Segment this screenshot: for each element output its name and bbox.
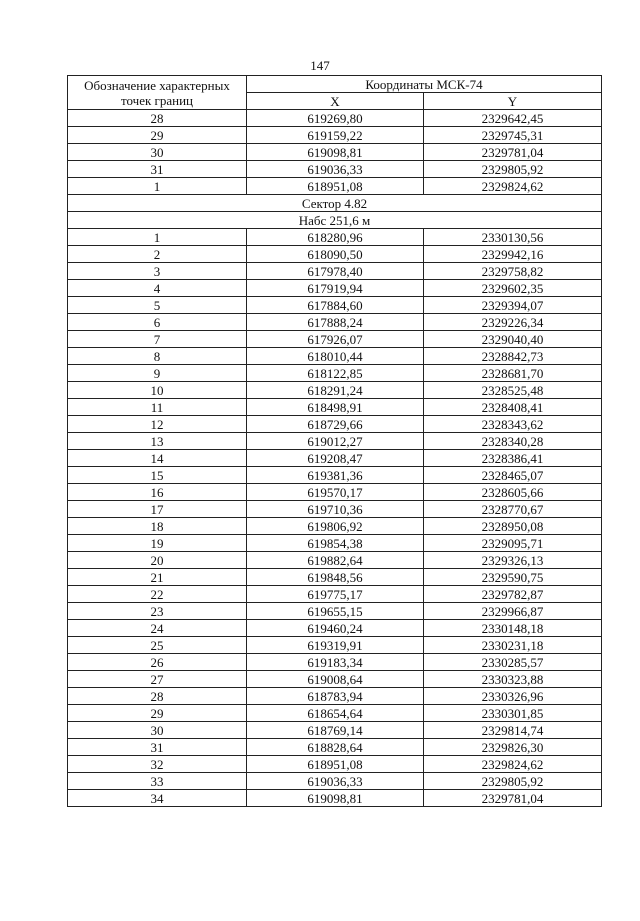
- table-row: [68, 671, 602, 688]
- point-number-cell: 9: [68, 365, 247, 382]
- point-number-cell: 7: [68, 331, 247, 348]
- y-coordinate-cell: 2328408,41: [424, 399, 602, 416]
- point-number-cell: 3: [68, 263, 247, 280]
- x-coordinate-cell: 618828,64: [247, 739, 424, 756]
- x-coordinate-cell: 619806,92: [247, 518, 424, 535]
- point-number-cell: 33: [68, 773, 247, 790]
- x-column-header: X: [247, 93, 424, 110]
- table-row: [68, 637, 602, 654]
- x-coordinate-cell: 619655,15: [247, 603, 424, 620]
- x-coordinate-cell: 619570,17: [247, 484, 424, 501]
- x-coordinate-cell: 618090,50: [247, 246, 424, 263]
- point-number-cell: 1: [68, 229, 247, 246]
- x-coordinate-cell: 619775,17: [247, 586, 424, 603]
- point-number-cell: 29: [68, 127, 247, 144]
- table-row: [68, 654, 602, 671]
- table-row: [68, 416, 602, 433]
- x-coordinate-cell: 619319,91: [247, 637, 424, 654]
- table-row: [68, 382, 602, 399]
- point-number-cell: 12: [68, 416, 247, 433]
- point-number-cell: 26: [68, 654, 247, 671]
- table-row: [68, 586, 602, 603]
- point-number-cell: 11: [68, 399, 247, 416]
- table-body: [68, 110, 602, 807]
- x-coordinate-cell: 618498,91: [247, 399, 424, 416]
- point-number-cell: 28: [68, 110, 247, 127]
- table-row: [68, 705, 602, 722]
- y-coordinate-cell: 2330130,56: [424, 229, 602, 246]
- table-row: [68, 620, 602, 637]
- y-coordinate-cell: 2330301,85: [424, 705, 602, 722]
- point-number-cell: 27: [68, 671, 247, 688]
- point-number-cell: 32: [68, 756, 247, 773]
- y-coordinate-cell: 2329642,45: [424, 110, 602, 127]
- point-number-cell: 30: [68, 722, 247, 739]
- y-coordinate-cell: 2329326,13: [424, 552, 602, 569]
- table-row: [68, 127, 602, 144]
- point-number-cell: 31: [68, 161, 247, 178]
- y-coordinate-cell: 2329782,87: [424, 586, 602, 603]
- page-number: 147: [310, 58, 330, 73]
- table-row: [68, 450, 602, 467]
- x-coordinate-cell: 619460,24: [247, 620, 424, 637]
- x-coordinate-cell: 619098,81: [247, 790, 424, 807]
- x-coordinate-cell: 619159,22: [247, 127, 424, 144]
- table-row: [68, 535, 602, 552]
- table-row: [68, 246, 602, 263]
- x-coordinate-cell: 617926,07: [247, 331, 424, 348]
- y-coordinate-cell: 2328340,28: [424, 433, 602, 450]
- x-coordinate-cell: 619012,27: [247, 433, 424, 450]
- coordinates-header: Координаты МСК-74: [247, 76, 602, 93]
- point-number-cell: 25: [68, 637, 247, 654]
- x-coordinate-cell: 617888,24: [247, 314, 424, 331]
- y-coordinate-cell: 2329966,87: [424, 603, 602, 620]
- section-row: [68, 212, 602, 229]
- point-number-cell: 5: [68, 297, 247, 314]
- point-number-cell: 23: [68, 603, 247, 620]
- point-number-cell: 22: [68, 586, 247, 603]
- table-row: [68, 144, 602, 161]
- table-row: [68, 552, 602, 569]
- table-row: [68, 569, 602, 586]
- point-number-cell: 6: [68, 314, 247, 331]
- table-row: [68, 773, 602, 790]
- point-number-cell: 10: [68, 382, 247, 399]
- y-coordinate-cell: 2329826,30: [424, 739, 602, 756]
- y-coordinate-cell: 2329805,92: [424, 161, 602, 178]
- x-coordinate-cell: 619208,47: [247, 450, 424, 467]
- y-coordinate-cell: 2329394,07: [424, 297, 602, 314]
- point-number-cell: 14: [68, 450, 247, 467]
- x-coordinate-cell: 619882,64: [247, 552, 424, 569]
- table-row: [68, 756, 602, 773]
- x-coordinate-cell: 619036,33: [247, 161, 424, 178]
- table-row: [68, 484, 602, 501]
- x-coordinate-cell: 618951,08: [247, 178, 424, 195]
- y-coordinate-cell: 2330231,18: [424, 637, 602, 654]
- section-row: [68, 195, 602, 212]
- point-number-cell: 2: [68, 246, 247, 263]
- x-coordinate-cell: 619269,80: [247, 110, 424, 127]
- table-row: [68, 518, 602, 535]
- table-row: [68, 467, 602, 484]
- point-number-cell: 8: [68, 348, 247, 365]
- y-coordinate-cell: 2329095,71: [424, 535, 602, 552]
- point-number-cell: 20: [68, 552, 247, 569]
- table-row: [68, 399, 602, 416]
- y-coordinate-cell: 2328770,67: [424, 501, 602, 518]
- x-coordinate-cell: 618951,08: [247, 756, 424, 773]
- table-row: [68, 331, 602, 348]
- table-row: [68, 603, 602, 620]
- x-coordinate-cell: 619848,56: [247, 569, 424, 586]
- point-number-cell: 29: [68, 705, 247, 722]
- table-row: [68, 688, 602, 705]
- y-coordinate-cell: 2328386,41: [424, 450, 602, 467]
- table-row: [68, 297, 602, 314]
- y-coordinate-cell: 2329805,92: [424, 773, 602, 790]
- y-coordinate-cell: 2329226,34: [424, 314, 602, 331]
- table-row: [68, 722, 602, 739]
- y-coordinate-cell: 2330326,96: [424, 688, 602, 705]
- x-coordinate-cell: 618654,64: [247, 705, 424, 722]
- table-row: [68, 263, 602, 280]
- y-coordinate-cell: 2328842,73: [424, 348, 602, 365]
- y-coordinate-cell: 2328465,07: [424, 467, 602, 484]
- x-coordinate-cell: 618122,85: [247, 365, 424, 382]
- x-coordinate-cell: 619854,38: [247, 535, 424, 552]
- y-coordinate-cell: 2329942,16: [424, 246, 602, 263]
- y-coordinate-cell: 2329602,35: [424, 280, 602, 297]
- y-coordinate-cell: 2329781,04: [424, 790, 602, 807]
- x-coordinate-cell: 619183,34: [247, 654, 424, 671]
- y-coordinate-cell: 2329040,40: [424, 331, 602, 348]
- y-coordinate-cell: 2328525,48: [424, 382, 602, 399]
- x-coordinate-cell: 617884,60: [247, 297, 424, 314]
- point-number-cell: 34: [68, 790, 247, 807]
- point-number-cell: 4: [68, 280, 247, 297]
- point-number-cell: 15: [68, 467, 247, 484]
- y-coordinate-cell: 2329590,75: [424, 569, 602, 586]
- y-coordinate-cell: 2329745,31: [424, 127, 602, 144]
- point-number-cell: 13: [68, 433, 247, 450]
- x-coordinate-cell: 619381,36: [247, 467, 424, 484]
- point-number-cell: 24: [68, 620, 247, 637]
- x-coordinate-cell: 618291,24: [247, 382, 424, 399]
- y-coordinate-cell: 2329824,62: [424, 756, 602, 773]
- point-number-cell: 16: [68, 484, 247, 501]
- table-row: [68, 433, 602, 450]
- table-row: [68, 365, 602, 382]
- x-coordinate-cell: 619098,81: [247, 144, 424, 161]
- x-coordinate-cell: 618769,14: [247, 722, 424, 739]
- x-coordinate-cell: 618783,94: [247, 688, 424, 705]
- section-label: Сектор 4.82: [68, 195, 602, 212]
- point-number-cell: 31: [68, 739, 247, 756]
- point-number-cell: 28: [68, 688, 247, 705]
- section-label: Набс 251,6 м: [68, 212, 602, 229]
- y-coordinate-cell: 2328605,66: [424, 484, 602, 501]
- x-coordinate-cell: 619008,64: [247, 671, 424, 688]
- y-column-header: Y: [424, 93, 602, 110]
- table-row: [68, 178, 602, 195]
- x-coordinate-cell: 619036,33: [247, 773, 424, 790]
- y-coordinate-cell: 2329824,62: [424, 178, 602, 195]
- table-row: [68, 229, 602, 246]
- table-row: [68, 501, 602, 518]
- table-row: [68, 280, 602, 297]
- coordinates-table: [67, 75, 602, 807]
- y-coordinate-cell: 2329814,74: [424, 722, 602, 739]
- y-coordinate-cell: 2330148,18: [424, 620, 602, 637]
- x-coordinate-cell: 618280,96: [247, 229, 424, 246]
- point-number-cell: 30: [68, 144, 247, 161]
- table-row: [68, 314, 602, 331]
- y-coordinate-cell: 2329781,04: [424, 144, 602, 161]
- point-number-cell: 17: [68, 501, 247, 518]
- y-coordinate-cell: 2330323,88: [424, 671, 602, 688]
- x-coordinate-cell: 618010,44: [247, 348, 424, 365]
- y-coordinate-cell: 2328681,70: [424, 365, 602, 382]
- table-row: [68, 739, 602, 756]
- y-coordinate-cell: 2328950,08: [424, 518, 602, 535]
- point-number-cell: 18: [68, 518, 247, 535]
- table-row: [68, 161, 602, 178]
- x-coordinate-cell: 619710,36: [247, 501, 424, 518]
- x-coordinate-cell: 617919,94: [247, 280, 424, 297]
- table-row: [68, 348, 602, 365]
- x-coordinate-cell: 618729,66: [247, 416, 424, 433]
- table-row: [68, 790, 602, 807]
- y-coordinate-cell: 2329758,82: [424, 263, 602, 280]
- point-number-cell: 19: [68, 535, 247, 552]
- table-row: [68, 110, 602, 127]
- point-designation-header: Обозначение характерных точек границ: [68, 76, 247, 110]
- point-number-cell: 21: [68, 569, 247, 586]
- point-number-cell: 1: [68, 178, 247, 195]
- x-coordinate-cell: 617978,40: [247, 263, 424, 280]
- y-coordinate-cell: 2328343,62: [424, 416, 602, 433]
- y-coordinate-cell: 2330285,57: [424, 654, 602, 671]
